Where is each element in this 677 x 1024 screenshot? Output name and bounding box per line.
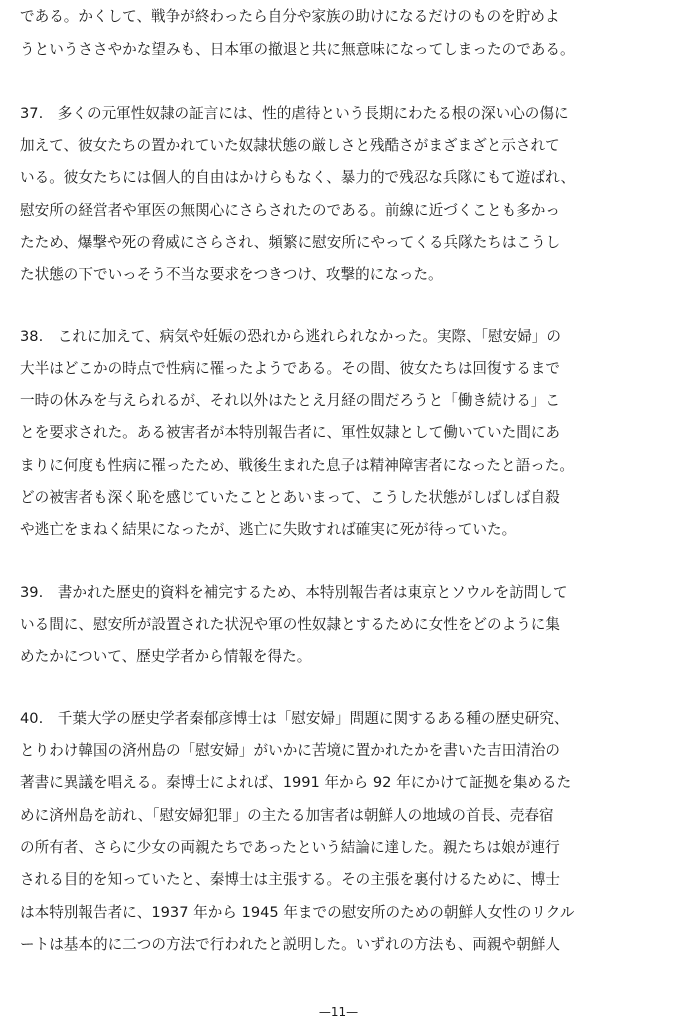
text-line: ートは基本的に二つの方法で行われたと説明した。いずれの方法も、両親や朝鮮人: [20, 936, 560, 953]
text-line: めに済州島を訪れ、「慰安婦犯罪」の主たる加害者は朝鮮人の地域の首長、売春宿: [20, 807, 554, 824]
text-line: どの被害者も深く恥を感じていたこととあいまって、こうした状態がしばしば自殺: [20, 489, 560, 506]
paragraph-39-line: 39. 書かれた歴史的資料を補完するため、本特別報告者は東京とソウルを訪問して: [20, 584, 568, 601]
text-line: される目的を知っていたと、秦博士は主張する。その主張を裏付けるために、博士: [20, 871, 560, 888]
paragraph-40-line: 40. 千葉大学の歴史学者秦郁彦博士は「慰安婦」問題に関するある種の歴史研究、: [20, 710, 569, 727]
text-line: の所有者、さらに少女の両親たちであったという結論に達した。親たちは娘が連行: [20, 839, 560, 856]
text-line: た状態の下でいっそう不当な要求をつきつけ、攻撃的になった。: [20, 266, 443, 283]
page-number: —11—: [318, 1005, 359, 1019]
text-line: 著書に異議を唱える。秦博士によれば、1991 年から 92 年にかけて証拠を集めるた: [20, 774, 572, 791]
text-line: は本特別報告者に、1937 年から 1945 年までの慰安所のための朝鮮人女性のリクル: [20, 904, 575, 921]
paragraph-37-line: 37. 多くの元軍性奴隷の証言には、性的虐待という長期にわたる根の深い心の傷に: [20, 105, 569, 122]
text-line: たため、爆撃や死の脅威にさらされ、頻繁に慰安所にやってくる兵隊たちはこうし: [20, 234, 561, 251]
text-line: 大半はどこかの時点で性病に罹ったようである。その間、彼女たちは回復するまで: [20, 360, 560, 377]
text-line: とりわけ韓国の済州島の「慰安婦」がいかに苦境に置かれたかを書いた吉田清治の: [20, 742, 560, 759]
text-line: いる。彼女たちには個人的自由はかけらもなく、暴力的で残忍な兵隊にもて遊ばれ、: [20, 169, 576, 186]
text-line: 一時の休みを与えられるが、それ以外はたとえ月経の間だろうと「働き続ける」こ: [20, 392, 560, 409]
text-line: や逃亡をまねく結果になったが、逃亡に失敗すれば確実に死が待っていた。: [20, 521, 517, 538]
text-line: うというささやかな望みも、日本軍の撤退と共に無意味になってしまったのである。: [20, 41, 575, 58]
text-line: 慰安所の経営者や軍医の無関心にさらされたのである。前線に近づくことも多かっ: [20, 202, 560, 219]
text-line: まりに何度も性病に罹ったため、戦後生まれた息子は精神障害者になったと語った。: [20, 457, 574, 474]
text-line: めたかについて、歴史学者から情報を得た。: [20, 648, 312, 665]
text-line: 加えて、彼女たちの置かれていた奴隷状態の厳しさと残酷さがまざまざと示されて: [20, 137, 560, 154]
paragraph-38-line: 38. これに加えて、病気や妊娠の恐れから逃れられなかった。実際、「慰安婦」の: [20, 328, 561, 345]
text-line: いる間に、慰安所が設置された状況や軍の性奴隷とするために女性をどのように集: [20, 616, 560, 633]
text-line: とを要求された。ある被害者が本特別報告者に、軍性奴隷として働いていた間にあ: [20, 424, 560, 441]
text-line: である。かくして、戦争が終わったら自分や家族の助けになるだけのものを貯めよ: [20, 8, 560, 25]
